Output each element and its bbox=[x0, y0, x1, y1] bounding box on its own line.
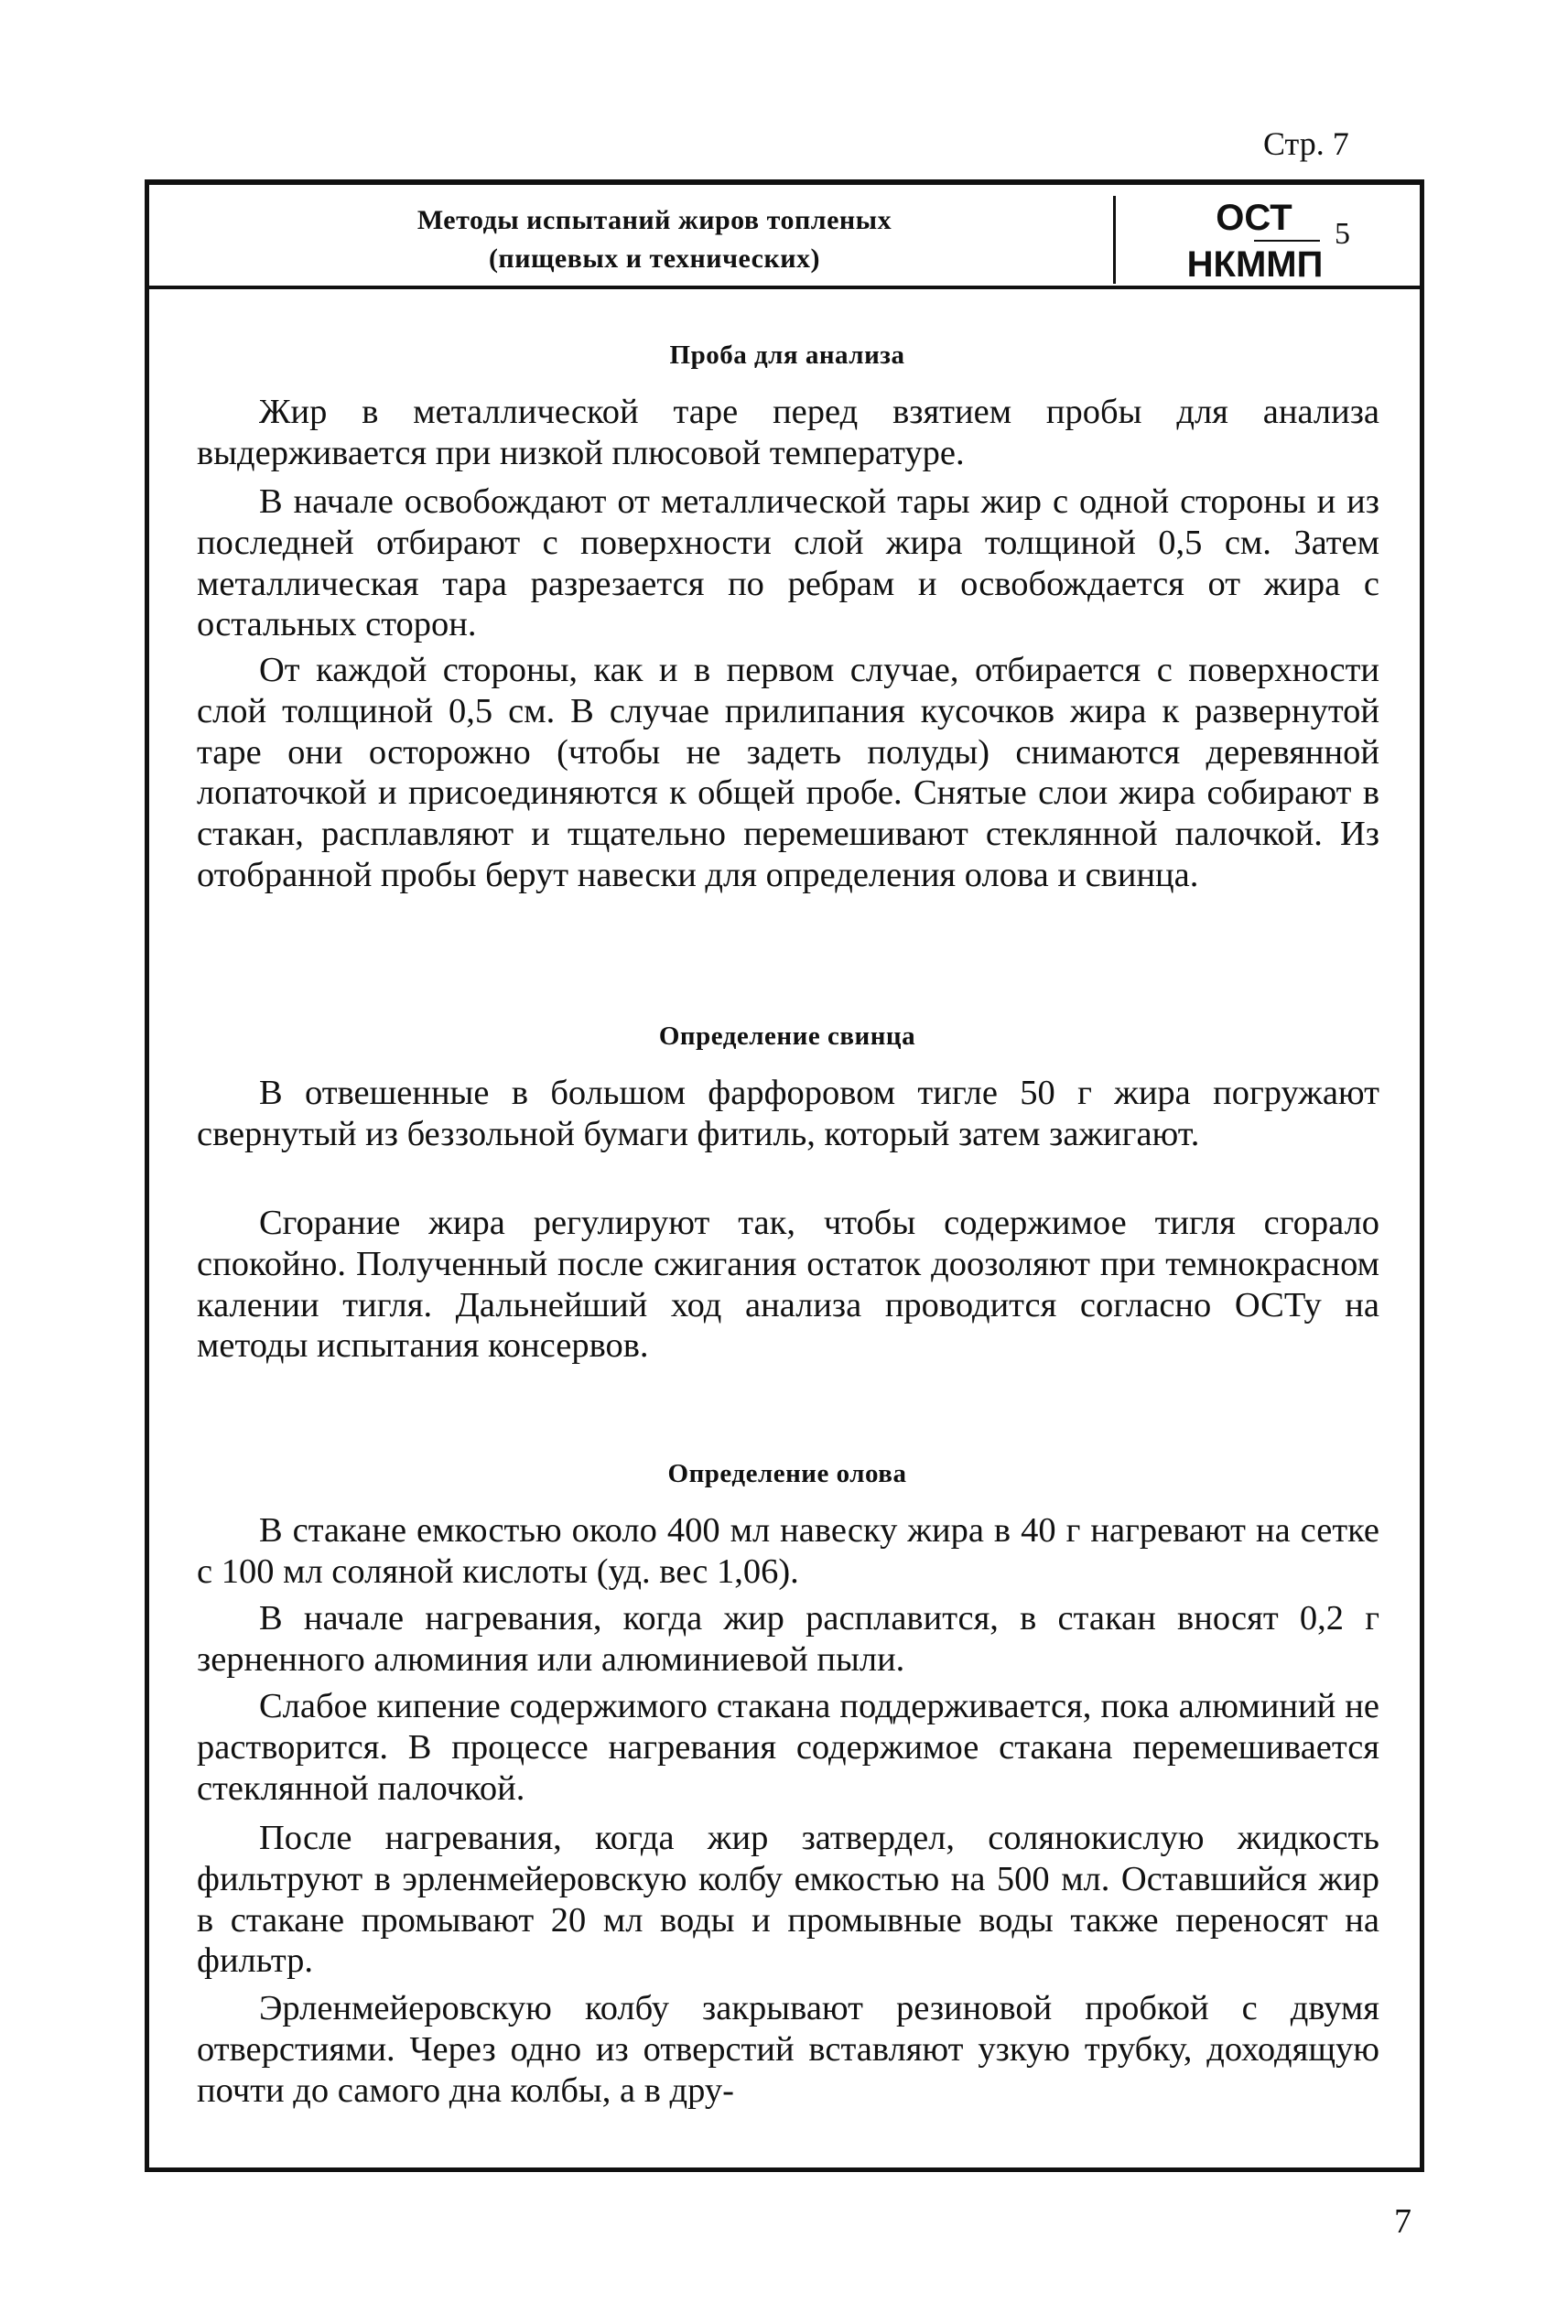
paragraph-sample-1 bbox=[197, 392, 1379, 474]
standard-number-line bbox=[1254, 240, 1320, 242]
paragraph-text: От каждой стороны, как и в первом случае, отбирается с поверхности слой толщиной 0,5 см. В случае прилипания кусочков жира к развернутой таре они осторожно (чтобы не задеть полуды) снимаются деревянной лопаточкой и присоединяются к общей пробе. Снятые слои жира собирают в стакан, расплавляют и тщательно перемешивают стеклянной палочкой. Из отобранной пробы берут навески для определения олова и свинца. bbox=[197, 651, 1379, 894]
paragraph-lead-1 bbox=[197, 1073, 1379, 1155]
paragraph-text: В начале нагревания, когда жир расплавится, в стакан вносят 0,2 г зерненного алюминия или алюминиевой пыли. bbox=[197, 1599, 1379, 1679]
paragraph-tin-1 bbox=[197, 1510, 1379, 1593]
paragraph-lead-2 bbox=[197, 1203, 1379, 1367]
section-heading-lead: Определение свинца bbox=[658, 1021, 916, 1051]
paragraph-text: Эрленмейеровскую колбу закрывают резиновой пробкой с двумя отверстиями. Через одно из отверстий вставляют узкую трубку, доходящую почти до самого дна колбы, а в дру- bbox=[197, 1989, 1379, 2110]
document-title-line1: Методы испытаний жиров топленых bbox=[416, 205, 892, 235]
page-bottom-rule bbox=[145, 2167, 1424, 2172]
paragraph-tin-2 bbox=[197, 1598, 1379, 1681]
page-number: 7 bbox=[1394, 2202, 1411, 2241]
standard-code: ОСТ bbox=[1216, 198, 1292, 238]
page-label: Стр. 7 bbox=[1263, 125, 1349, 162]
header-bottom-rule bbox=[145, 286, 1424, 289]
header-divider bbox=[1113, 196, 1116, 284]
paragraph-sample-2 bbox=[197, 481, 1379, 645]
section-heading-sample: Проба для анализа bbox=[669, 340, 905, 370]
frame-left-border bbox=[145, 179, 149, 2171]
paragraph-text: В отвешенные в большом фарфоровом тигле 50 г жира погружают свернутый из беззольной бумаги фитиль, который затем зажигают. bbox=[197, 1074, 1379, 1153]
paragraph-tin-4 bbox=[197, 1818, 1379, 1982]
paragraph-tin-5 bbox=[197, 1988, 1379, 2111]
paragraph-text: В стакане емкостью около 400 мл навеску жира в 40 г нагревают на сетке с 100 мл соляной кислоты (уд. вес 1,06). bbox=[197, 1511, 1379, 1591]
paragraph-text: Жир в металлической таре перед взятием пробы для анализа выдерживается при низкой плюсовой температуре. bbox=[197, 393, 1379, 472]
section-heading-tin: Определение олова bbox=[667, 1459, 907, 1488]
paragraph-text: Сгорание жира регулируют так, чтобы содержимое тигля сгорало спокойно. Полученный после сжигания остаток доозоляют при темнокрасном калении тигля. Дальнейший ход анализа проводится согласно ОСТу на методы испытания консервов. bbox=[197, 1204, 1379, 1366]
document-title-line2: (пищевых и технических) bbox=[488, 243, 821, 274]
paragraph-sample-3 bbox=[197, 650, 1379, 896]
paragraph-text: После нагревания, когда жир затвердел, солянокислую жидкость фильтруют в эрленмейеровскую колбу емкостью на 500 мл. Оставшийся жир в стакане промывают 20 мл воды и промывные воды также переносят на фильтр. bbox=[197, 1819, 1379, 1981]
standard-number: 5 bbox=[1335, 217, 1350, 251]
document-title bbox=[247, 201, 1062, 284]
frame-right-border bbox=[1420, 179, 1424, 2171]
paragraph-text: В начале освобождают от металлической тары жир с одной стороны и из последней отбирают с поверхности слой жира толщиной 0,5 см. Затем металлическая тара разрезается по ребрам и освобождается от жира с остальных сторон. bbox=[197, 482, 1379, 644]
standard-organization: НКММП bbox=[1186, 244, 1324, 285]
header-top-rule bbox=[145, 179, 1424, 185]
paragraph-text: Слабое кипение содержимого стакана поддерживается, пока алюминий не растворится. В процессе нагревания содержимое стакана перемешивается стеклянной палочкой. bbox=[197, 1687, 1379, 1808]
paragraph-tin-3 bbox=[197, 1686, 1379, 1809]
